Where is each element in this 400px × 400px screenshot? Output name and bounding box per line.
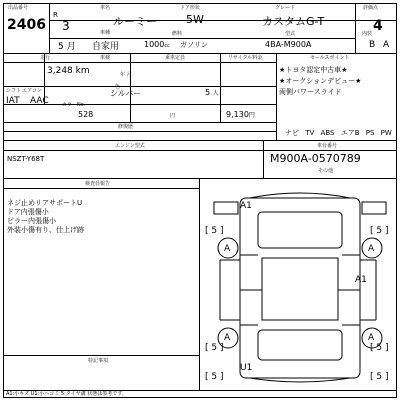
equipment-tv: TV	[305, 129, 315, 137]
history-label: 修復歴	[118, 124, 134, 130]
lot-label: 出品番号	[8, 5, 29, 11]
month-number: 5	[58, 42, 64, 52]
damage-mark-tire-fr: [ 5 ]	[370, 226, 389, 236]
inspection-date-label: 年 月	[120, 72, 132, 78]
lot-number: 2406	[7, 17, 46, 33]
recycle-fee	[226, 110, 255, 119]
equipment-airbag: エアB	[340, 129, 360, 137]
rear-bumper	[250, 378, 350, 382]
inspector-line: ドア内張傷小	[7, 208, 49, 216]
displacement-unit: cc	[164, 43, 170, 49]
engine-value: NSZT-Y68T	[7, 155, 45, 163]
color-no-label: カラーNo.	[62, 102, 86, 108]
score-value: 4	[373, 18, 383, 34]
mileage-number: 3,248	[47, 66, 73, 76]
mirror-right	[362, 202, 386, 214]
aircon-value: AAC	[30, 96, 49, 106]
car-name: ルーミー	[113, 15, 157, 28]
damage-mark-u1: U1	[240, 363, 253, 373]
model-value: 4BA-M900A	[265, 40, 312, 49]
engine-label: エンジン型式	[115, 143, 145, 149]
divider	[276, 53, 277, 140]
damage-mark-a1-right: A1	[355, 275, 367, 285]
divider	[3, 131, 276, 132]
mileage-value	[47, 66, 90, 76]
equipment-list	[285, 128, 392, 138]
model-label: 型式	[285, 31, 296, 37]
inspector-line: ネジ止めリアサポートU	[7, 199, 83, 207]
footer-note: A1:小キズ U1:小ヘコミ 5:タイヤ溝 状態は参考です。	[6, 391, 127, 397]
seats-value	[205, 88, 219, 97]
divider	[3, 150, 397, 151]
recycle-label: リサイクル料金	[228, 55, 263, 61]
equipment-navi: ナビ	[285, 129, 299, 137]
damage-mark-a-rr: A	[368, 333, 375, 343]
divider	[220, 53, 221, 122]
month-unit: 月	[66, 42, 76, 52]
damage-mark-tire-fl: [ 5 ]	[205, 226, 224, 236]
car-diagram	[200, 180, 396, 390]
seats-label: 乗車定員	[165, 55, 186, 61]
displacement-number: 1000	[144, 40, 165, 49]
damage-mark-a1-front: A1	[240, 201, 252, 211]
doors-label: ドア形状	[180, 5, 200, 11]
chassis-value: M900A-0570789	[270, 152, 361, 165]
seats-unit: 人	[212, 90, 219, 97]
color-no-value: 528	[78, 110, 94, 119]
damage-mark-a-rl: A	[224, 333, 231, 343]
year-era: R	[53, 11, 58, 19]
aircon-label: エアコン	[22, 88, 42, 94]
sales-points-title: セールスポイント	[310, 55, 350, 61]
shift-value: IAT	[6, 96, 20, 106]
grade-label: グレード	[275, 5, 296, 11]
color-label: 色	[115, 84, 121, 90]
interior-value: B	[369, 40, 376, 50]
type-value: 自家用	[92, 42, 120, 52]
month-value	[58, 39, 76, 52]
car-name-label: 車名	[100, 5, 111, 11]
divider	[355, 3, 356, 53]
divider	[3, 188, 199, 189]
type-label: 車種	[100, 30, 111, 36]
inspector-title: 検査員報告	[85, 181, 111, 187]
mileage-label: 走行	[40, 55, 51, 61]
recycle-fee-number: 9,130	[226, 110, 249, 119]
score-label: 評価点	[363, 5, 379, 11]
inspection-label: 車検	[100, 55, 111, 61]
recycle-fee-unit: 円	[248, 112, 255, 119]
divider	[3, 178, 397, 179]
roof	[262, 258, 338, 320]
divider	[3, 53, 397, 54]
divider	[49, 3, 50, 53]
displacement-value	[144, 40, 170, 49]
windshield	[258, 212, 342, 248]
mirror-left	[214, 202, 238, 214]
sales-point-item: ★トヨタ認定中古車★	[279, 66, 348, 74]
doors-value: 5W	[186, 13, 204, 26]
rear-window	[258, 330, 342, 360]
equipment-abs: ABS	[320, 129, 335, 137]
mileage-unit: km	[75, 66, 90, 76]
damage-mark-a-fr: A	[368, 244, 375, 254]
chassis-label: 車台番号	[317, 143, 338, 149]
seats-number: 5	[205, 88, 211, 97]
divider	[3, 140, 397, 141]
divider	[49, 20, 397, 21]
damage-mark-tire-rl: [ 5 ]	[205, 343, 224, 353]
exterior-value: A	[383, 40, 390, 50]
fuel-label: 燃料	[172, 31, 183, 37]
damage-mark-a-fl: A	[224, 244, 231, 254]
damage-mark-tire-rear-l: [ 5 ]	[205, 372, 224, 382]
interior-label: 内装	[362, 31, 373, 37]
equipment-pw: PW	[380, 129, 392, 137]
front-bumper	[250, 193, 350, 198]
inspector-line: ピラー内張傷小	[7, 217, 56, 225]
shift-label: シフト	[6, 88, 22, 94]
notes-title: 特記事項	[88, 358, 109, 364]
fuel-value: ガソリン	[180, 41, 208, 49]
sales-point-item: ★オークションデビュー★	[279, 77, 362, 85]
damage-mark-tire-rr: [ 5 ]	[370, 343, 389, 353]
equipment-ps: PS	[365, 129, 375, 137]
divider	[3, 122, 276, 123]
color-value: シルバー	[110, 89, 142, 98]
other-label: その他	[318, 168, 334, 174]
sales-point-item: 両側パワースライド	[279, 88, 342, 96]
divider	[263, 140, 264, 178]
grade-value: カスタムG-T	[262, 15, 325, 28]
recycle-note: 円	[170, 113, 176, 119]
damage-mark-tire-rear-r: [ 5 ]	[370, 372, 389, 382]
year-value: 3	[62, 19, 70, 33]
inspector-line: 外装小傷有り、仕上げ跡	[7, 226, 84, 234]
divider	[3, 355, 199, 356]
